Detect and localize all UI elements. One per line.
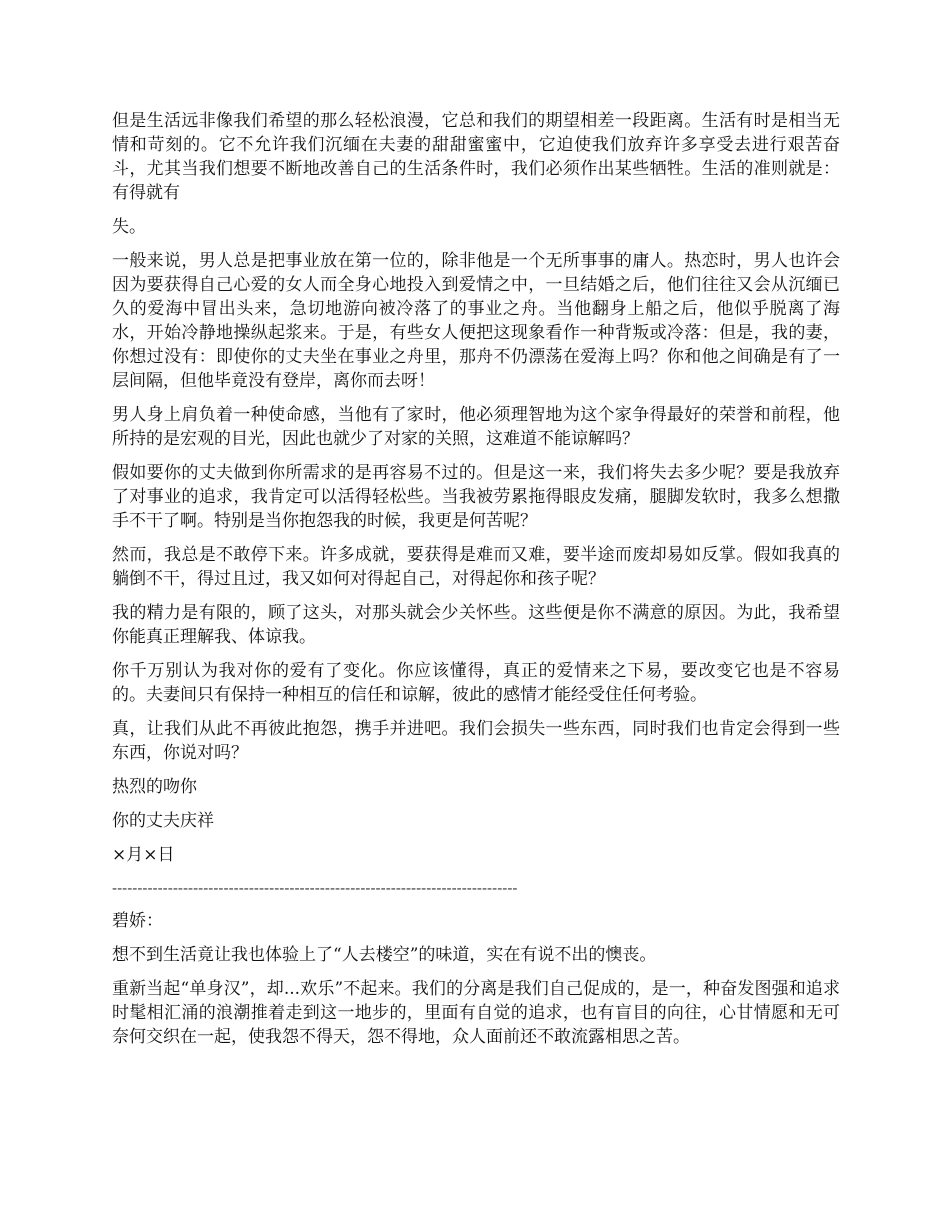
letter-one-paragraph: 失。 bbox=[112, 217, 146, 237]
letter-one-paragraph: 我的精力是有限的，顾了这头，对那头就会少关怀些。这些便是你不满意的原因。为此，我希望你能真正理解我、体谅我。 bbox=[112, 603, 840, 647]
letter-two bbox=[112, 909, 840, 1049]
letter-one-paragraph: 然而，我总是不敢停下来。许多成就，要获得是难而又难，要半途而废却易如反掌。假如我真的躺倒不干，得过且过，我又如何对得起自己，对得起你和孩子呢？ bbox=[112, 545, 840, 589]
letter-salutation: 碧娇： bbox=[112, 911, 163, 931]
letter-one-paragraph: 假如要你的丈夫做到你所需求的是再容易不过的。但是这一来，我们将失去多少呢？要是我放弃了对事业的追求，我肯定可以活得轻松些。当我被劳累拖得眼皮发痛，腿脚发软时，我多么想撒手不干了啊。特别是当你抱怨我的时候，我更是何苦呢？ bbox=[112, 463, 840, 531]
letter-one-paragraph: 但是生活远非像我们希望的那么轻松浪漫，它总和我们的期望相差一段距离。生活有时是相当无情和苛刻的。它不允许我们沉缅在夫妻的甜甜蜜蜜中，它迫使我们放弃许多享受去进行艰苦奋斗，尤其当我们想要不断地改善自己的生活条件时，我们必须作出某些牺牲。生活的准则就是：有得就有 bbox=[112, 111, 840, 203]
letter-one-paragraph: 男人身上肩负着一种使命感，当他有了家时，他必须理智地为这个家争得最好的荣誉和前程，他所持的是宏观的目光，因此也就少了对家的关照，这难道不能谅解吗？ bbox=[112, 405, 840, 449]
letter-closing: 热烈的吻你 bbox=[112, 777, 197, 797]
letter-one-paragraph: 真，让我们从此不再彼此抱怨，携手并进吧。我们会损失一些东西，同时我们也肯定会得到一些东西，你说对吗？ bbox=[112, 719, 840, 763]
letter-signature: 你的丈夫庆祥 bbox=[112, 811, 214, 831]
letter-two-paragraph: 重新当起“单身汉”，却...欢乐”不起来。我们的分离是我们自己促成的，是一，种奋发图强和追求时髦相汇涌的浪潮推着走到这一地步的，里面有自觉的追求，也有盲目的向往，心甘情愿和无可奈何交织在一起，使我怨不得天，怨不得地，众人面前还不敢流露相思之苦。 bbox=[112, 979, 840, 1047]
letter-date: ×月×日 bbox=[112, 845, 175, 865]
letter-one-paragraph: 你千万别认为我对你的爱有了变化。你应该懂得，真正的爱情来之下易，要改变它也是不容易的。夫妻间只有保持一种相互的信任和谅解，彼此的感情才能经受住任何考验。 bbox=[112, 661, 840, 705]
letter-one bbox=[112, 109, 840, 867]
section-divider: -------------------------------------------------------------------------------- bbox=[112, 879, 518, 897]
document-page bbox=[112, 109, 840, 1059]
letter-two-paragraph: 想不到生活竟让我也体验上了“人去楼空”的味道，实在有说不出的懊丧。 bbox=[112, 945, 657, 965]
letter-one-paragraph: 一般来说，男人总是把事业放在第一位的，除非他是一个无所事事的庸人。热恋时，男人也许会因为要获得自己心爱的女人而全身心地投入到爱情之中，一旦结婚之后，他们往往又会从沉缅已久的爱海中冒出头来，急切地游向被冷落了的事业之舟。当他翻身上船之后，他似乎脱离了海水，开始冷静地操纵起浆来。于是，有些女人便把这现象看作一种背叛或冷落：但是，我的妻，你想过没有：即使你的丈夫坐在事业之舟里，那舟不仍漂荡在爱海上吗？你和他之间确是有了一层间隔，但他毕竟没有登岸，离你而去呀！ bbox=[112, 251, 840, 391]
